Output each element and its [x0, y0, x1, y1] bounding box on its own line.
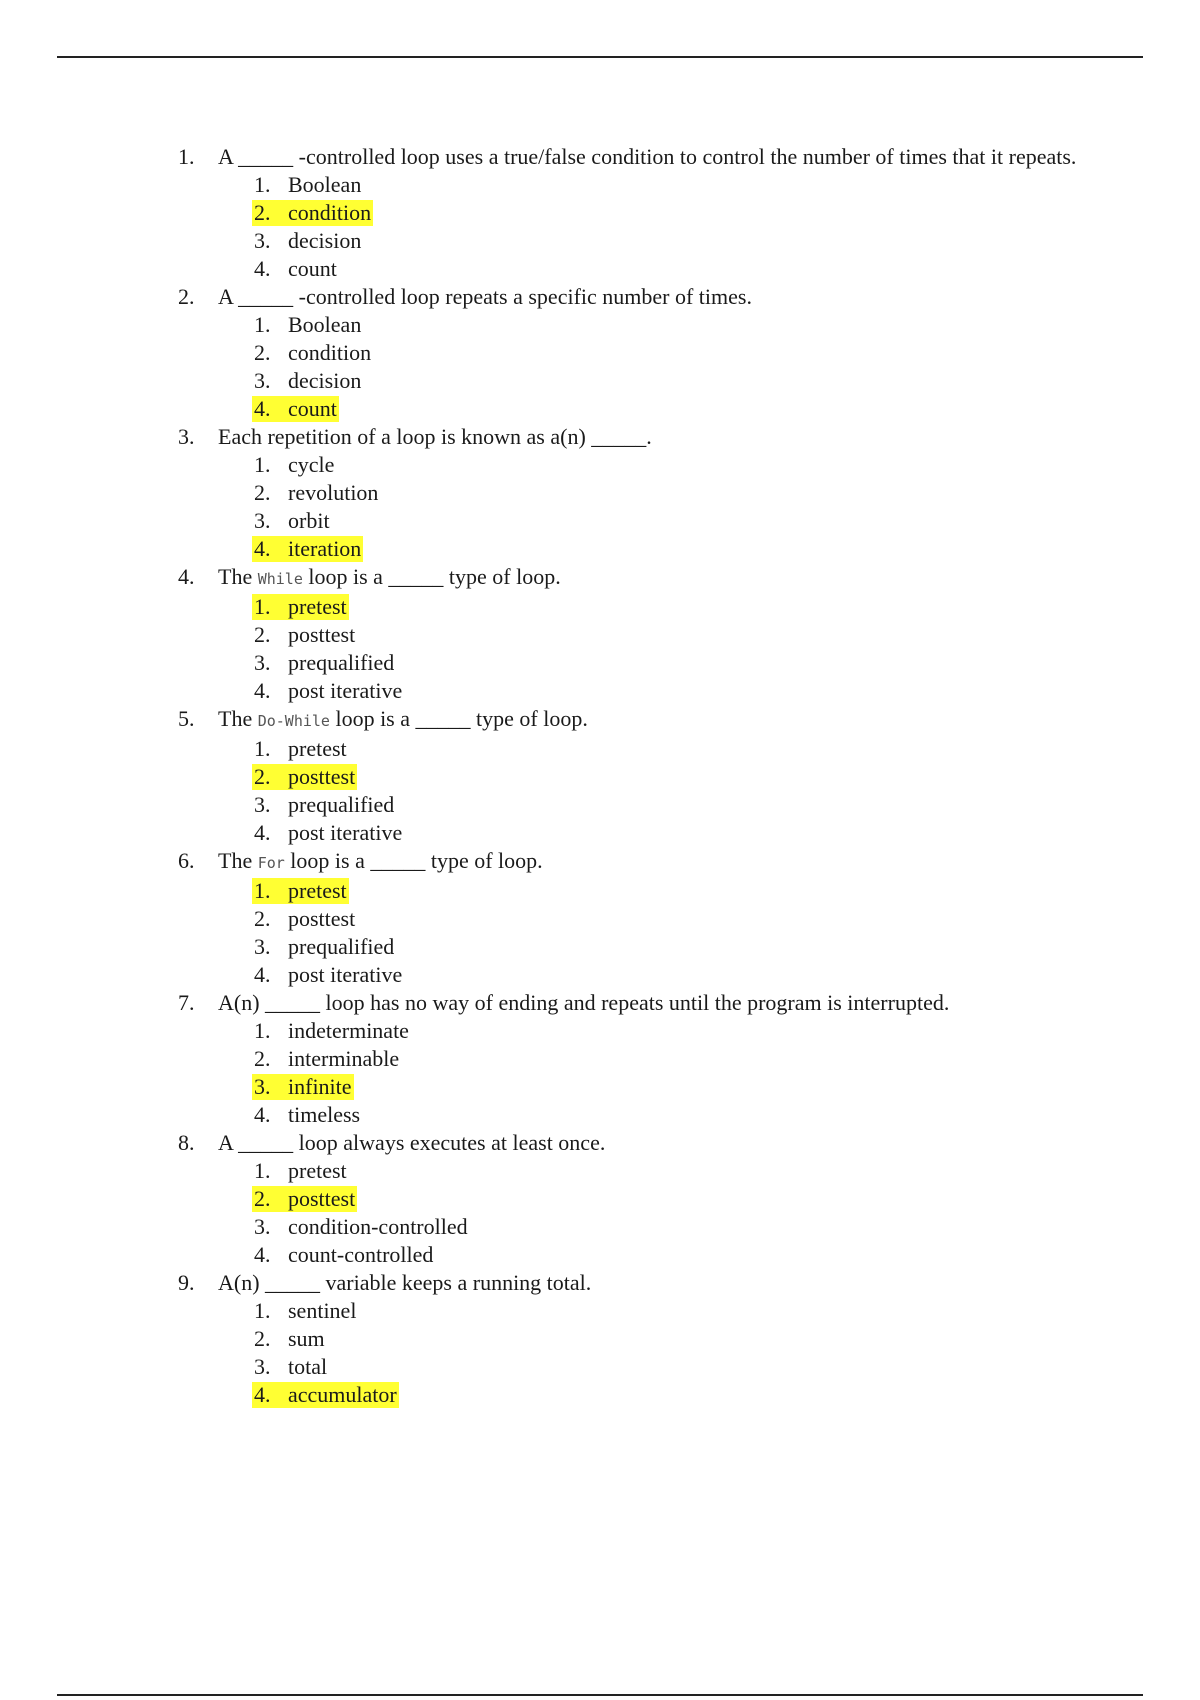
- question-8: [178, 1129, 1108, 1269]
- option-label: posttest: [288, 764, 356, 789]
- option-label: post iterative: [288, 962, 403, 987]
- option-label: count: [288, 256, 337, 281]
- question-stem: [178, 1269, 1108, 1297]
- highlighted-answer: [252, 1186, 357, 1212]
- answer-option: [252, 735, 1108, 763]
- question-stem: [178, 423, 1108, 451]
- question-text: [218, 1269, 1108, 1297]
- answer-option-body: [252, 1326, 327, 1352]
- question-5: [178, 705, 1108, 847]
- highlighted-answer: [252, 1074, 354, 1100]
- option-number: 1.: [254, 878, 271, 903]
- option-number: 3.: [254, 368, 271, 393]
- answer-option: [252, 1157, 1108, 1185]
- answer-options: [178, 1017, 1108, 1129]
- option-label: post iterative: [288, 820, 403, 845]
- answer-option: [252, 1325, 1108, 1353]
- option-label: count: [288, 396, 337, 421]
- answer-options: [178, 171, 1108, 283]
- answer-option-correct: [252, 395, 1108, 423]
- option-number: 3.: [254, 792, 271, 817]
- highlighted-answer: [252, 594, 349, 620]
- highlighted-answer: [252, 1382, 399, 1408]
- question-text-segment: A _____ -controlled loop uses a true/false condition to control the number of times that it repeats.: [218, 144, 1077, 169]
- answer-option-body: [252, 1242, 435, 1268]
- answer-option-body: [252, 650, 396, 676]
- option-number: 1.: [254, 452, 271, 477]
- question-text: [218, 705, 1108, 735]
- option-label: post iterative: [288, 678, 403, 703]
- answer-option-body: [252, 1214, 470, 1240]
- answer-option: [252, 905, 1108, 933]
- option-label: Boolean: [288, 172, 362, 197]
- question-number: 9.: [178, 1270, 195, 1295]
- option-number: 1.: [254, 1158, 271, 1183]
- answer-options: [178, 735, 1108, 847]
- top-rule: [57, 56, 1143, 58]
- answer-option-correct: [252, 593, 1108, 621]
- answer-options: [178, 877, 1108, 989]
- quiz-question-list: [178, 143, 1108, 1409]
- answer-option-body: [252, 934, 396, 960]
- answer-option-body: [252, 820, 404, 846]
- answer-option-correct: [252, 763, 1108, 791]
- answer-option-correct: [252, 1185, 1108, 1213]
- answer-option: [252, 819, 1108, 847]
- answer-options: [178, 451, 1108, 563]
- option-label: cycle: [288, 452, 335, 477]
- answer-option: [252, 171, 1108, 199]
- question-text: [218, 423, 1108, 451]
- answer-option: [252, 507, 1108, 535]
- option-label: orbit: [288, 508, 330, 533]
- question-text-segment: loop is a _____ type of loop.: [284, 848, 543, 873]
- option-number: 2.: [254, 1326, 271, 1351]
- question-number: 6.: [178, 848, 195, 873]
- answer-options: [178, 1157, 1108, 1269]
- question-6: [178, 847, 1108, 989]
- highlighted-answer: [252, 536, 363, 562]
- option-number: 2.: [254, 340, 271, 365]
- option-number: 4.: [254, 1102, 271, 1127]
- option-number: 4.: [254, 396, 271, 421]
- question-text: [218, 143, 1108, 171]
- answer-options: [178, 311, 1108, 423]
- option-number: 1.: [254, 172, 271, 197]
- question-stem: [178, 705, 1108, 735]
- option-label: timeless: [288, 1102, 361, 1127]
- answer-option-body: [252, 962, 404, 988]
- question-number: 2.: [178, 284, 195, 309]
- question-text-segment: A(n) _____ loop has no way of ending and repeats until the program is interrupted.: [218, 990, 950, 1015]
- answer-option: [252, 1213, 1108, 1241]
- question-stem: [178, 1129, 1108, 1157]
- question-7: [178, 989, 1108, 1129]
- option-number: 2.: [254, 1046, 271, 1071]
- option-label: prequalified: [288, 650, 395, 675]
- option-label: pretest: [288, 594, 347, 619]
- answer-option-body: [252, 622, 357, 648]
- option-number: 4.: [254, 962, 271, 987]
- option-number: 3.: [254, 1074, 271, 1099]
- option-number: 2.: [254, 906, 271, 931]
- answer-option: [252, 1297, 1108, 1325]
- option-number: 4.: [254, 678, 271, 703]
- option-number: 3.: [254, 1214, 271, 1239]
- option-number: 1.: [254, 1298, 271, 1323]
- option-number: 2.: [254, 200, 271, 225]
- answer-option-body: [252, 508, 332, 534]
- question-text-segment: loop is a _____ type of loop.: [329, 706, 588, 731]
- question-number: 8.: [178, 1130, 195, 1155]
- option-label: condition: [288, 340, 372, 365]
- option-label: count-controlled: [288, 1242, 434, 1267]
- answer-option: [252, 311, 1108, 339]
- answer-option: [252, 1241, 1108, 1269]
- option-number: 2.: [254, 1186, 271, 1211]
- option-number: 3.: [254, 934, 271, 959]
- question-text-segment: loop is a _____ type of loop.: [302, 564, 561, 589]
- question-number: 1.: [178, 144, 195, 169]
- option-number: 2.: [254, 480, 271, 505]
- answer-option: [252, 1353, 1108, 1381]
- option-number: 2.: [254, 764, 271, 789]
- question-number: 7.: [178, 990, 195, 1015]
- option-label: posttest: [288, 1186, 356, 1211]
- question-4: [178, 563, 1108, 705]
- option-label: Boolean: [288, 312, 362, 337]
- question-stem: [178, 563, 1108, 593]
- answer-option: [252, 451, 1108, 479]
- option-label: interminable: [288, 1046, 400, 1071]
- option-label: condition-controlled: [288, 1214, 468, 1239]
- answer-option-body: [252, 452, 336, 478]
- option-number: 3.: [254, 650, 271, 675]
- question-text-segment: The: [218, 706, 258, 731]
- bottom-rule: [57, 1694, 1143, 1696]
- question-text: [218, 989, 1108, 1017]
- highlighted-answer: [252, 764, 357, 790]
- option-label: posttest: [288, 622, 356, 647]
- option-number: 4.: [254, 1242, 271, 1267]
- option-label: prequalified: [288, 934, 395, 959]
- question-text-segment: A _____ -controlled loop repeats a specific number of times.: [218, 284, 752, 309]
- answer-option: [252, 961, 1108, 989]
- option-number: 3.: [254, 228, 271, 253]
- answer-option: [252, 227, 1108, 255]
- answer-option-body: [252, 1354, 329, 1380]
- question-number: 5.: [178, 706, 195, 731]
- question-stem: [178, 989, 1108, 1017]
- question-text: [218, 563, 1108, 593]
- option-label: iteration: [288, 536, 362, 561]
- question-text: [218, 283, 1108, 311]
- answer-option: [252, 1017, 1108, 1045]
- option-label: prequalified: [288, 792, 395, 817]
- answer-option: [252, 1045, 1108, 1073]
- answer-option: [252, 255, 1108, 283]
- question-number: 4.: [178, 564, 195, 589]
- question-text-segment: A(n) _____ variable keeps a running total.: [218, 1270, 592, 1295]
- question-text-segment: The: [218, 848, 258, 873]
- option-number: 4.: [254, 820, 271, 845]
- answer-option: [252, 367, 1108, 395]
- answer-option-body: [252, 678, 404, 704]
- answer-option: [252, 1101, 1108, 1129]
- option-number: 2.: [254, 622, 271, 647]
- option-number: 3.: [254, 508, 271, 533]
- question-number: 3.: [178, 424, 195, 449]
- option-number: 1.: [254, 594, 271, 619]
- option-label: indeterminate: [288, 1018, 409, 1043]
- option-label: pretest: [288, 878, 347, 903]
- question-text: [218, 1129, 1108, 1157]
- answer-option-body: [252, 1046, 401, 1072]
- question-text: [218, 847, 1108, 877]
- answer-option-correct: [252, 1073, 1108, 1101]
- question-stem: [178, 143, 1108, 171]
- answer-option-body: [252, 1158, 349, 1184]
- answer-option-body: [252, 1018, 411, 1044]
- answer-option-body: [252, 906, 357, 932]
- answer-option-body: [252, 228, 363, 254]
- answer-option: [252, 933, 1108, 961]
- answer-option-body: [252, 1298, 358, 1324]
- answer-option-body: [252, 340, 373, 366]
- answer-option: [252, 621, 1108, 649]
- answer-option: [252, 649, 1108, 677]
- code-keyword: For: [257, 854, 285, 872]
- answer-option-correct: [252, 1381, 1108, 1409]
- answer-option-correct: [252, 535, 1108, 563]
- option-label: pretest: [288, 736, 347, 761]
- option-label: total: [288, 1354, 328, 1379]
- answer-option-body: [252, 256, 339, 282]
- option-label: decision: [288, 228, 362, 253]
- option-number: 1.: [254, 736, 271, 761]
- answer-option-body: [252, 792, 396, 818]
- answer-option-correct: [252, 877, 1108, 905]
- question-9: [178, 1269, 1108, 1409]
- answer-option-body: [252, 1102, 362, 1128]
- answer-option-body: [252, 172, 363, 198]
- option-label: sum: [288, 1326, 325, 1351]
- answer-option: [252, 479, 1108, 507]
- answer-option: [252, 339, 1108, 367]
- question-stem: [178, 283, 1108, 311]
- question-text-segment: The: [218, 564, 258, 589]
- question-text-segment: A _____ loop always executes at least once.: [218, 1130, 606, 1155]
- answer-options: [178, 1297, 1108, 1409]
- question-2: [178, 283, 1108, 423]
- question-1: [178, 143, 1108, 283]
- answer-option-body: [252, 736, 349, 762]
- highlighted-answer: [252, 200, 373, 226]
- option-label: decision: [288, 368, 362, 393]
- answer-option-body: [252, 480, 380, 506]
- option-number: 1.: [254, 312, 271, 337]
- answer-option-correct: [252, 199, 1108, 227]
- answer-option-body: [252, 368, 363, 394]
- code-keyword: While: [257, 570, 303, 588]
- highlighted-answer: [252, 878, 349, 904]
- option-label: condition: [288, 200, 372, 225]
- answer-option: [252, 677, 1108, 705]
- option-number: 4.: [254, 536, 271, 561]
- answer-option-body: [252, 312, 363, 338]
- highlighted-answer: [252, 396, 339, 422]
- option-number: 4.: [254, 256, 271, 281]
- answer-options: [178, 593, 1108, 705]
- option-label: revolution: [288, 480, 379, 505]
- option-label: sentinel: [288, 1298, 357, 1323]
- answer-option: [252, 791, 1108, 819]
- option-label: infinite: [288, 1074, 352, 1099]
- option-number: 4.: [254, 1382, 271, 1407]
- code-keyword: Do-While: [257, 712, 330, 730]
- option-number: 3.: [254, 1354, 271, 1379]
- question-3: [178, 423, 1108, 563]
- option-label: accumulator: [288, 1382, 397, 1407]
- option-label: pretest: [288, 1158, 347, 1183]
- option-label: posttest: [288, 906, 356, 931]
- option-number: 1.: [254, 1018, 271, 1043]
- question-stem: [178, 847, 1108, 877]
- question-text-segment: Each repetition of a loop is known as a(n) _____.: [218, 424, 652, 449]
